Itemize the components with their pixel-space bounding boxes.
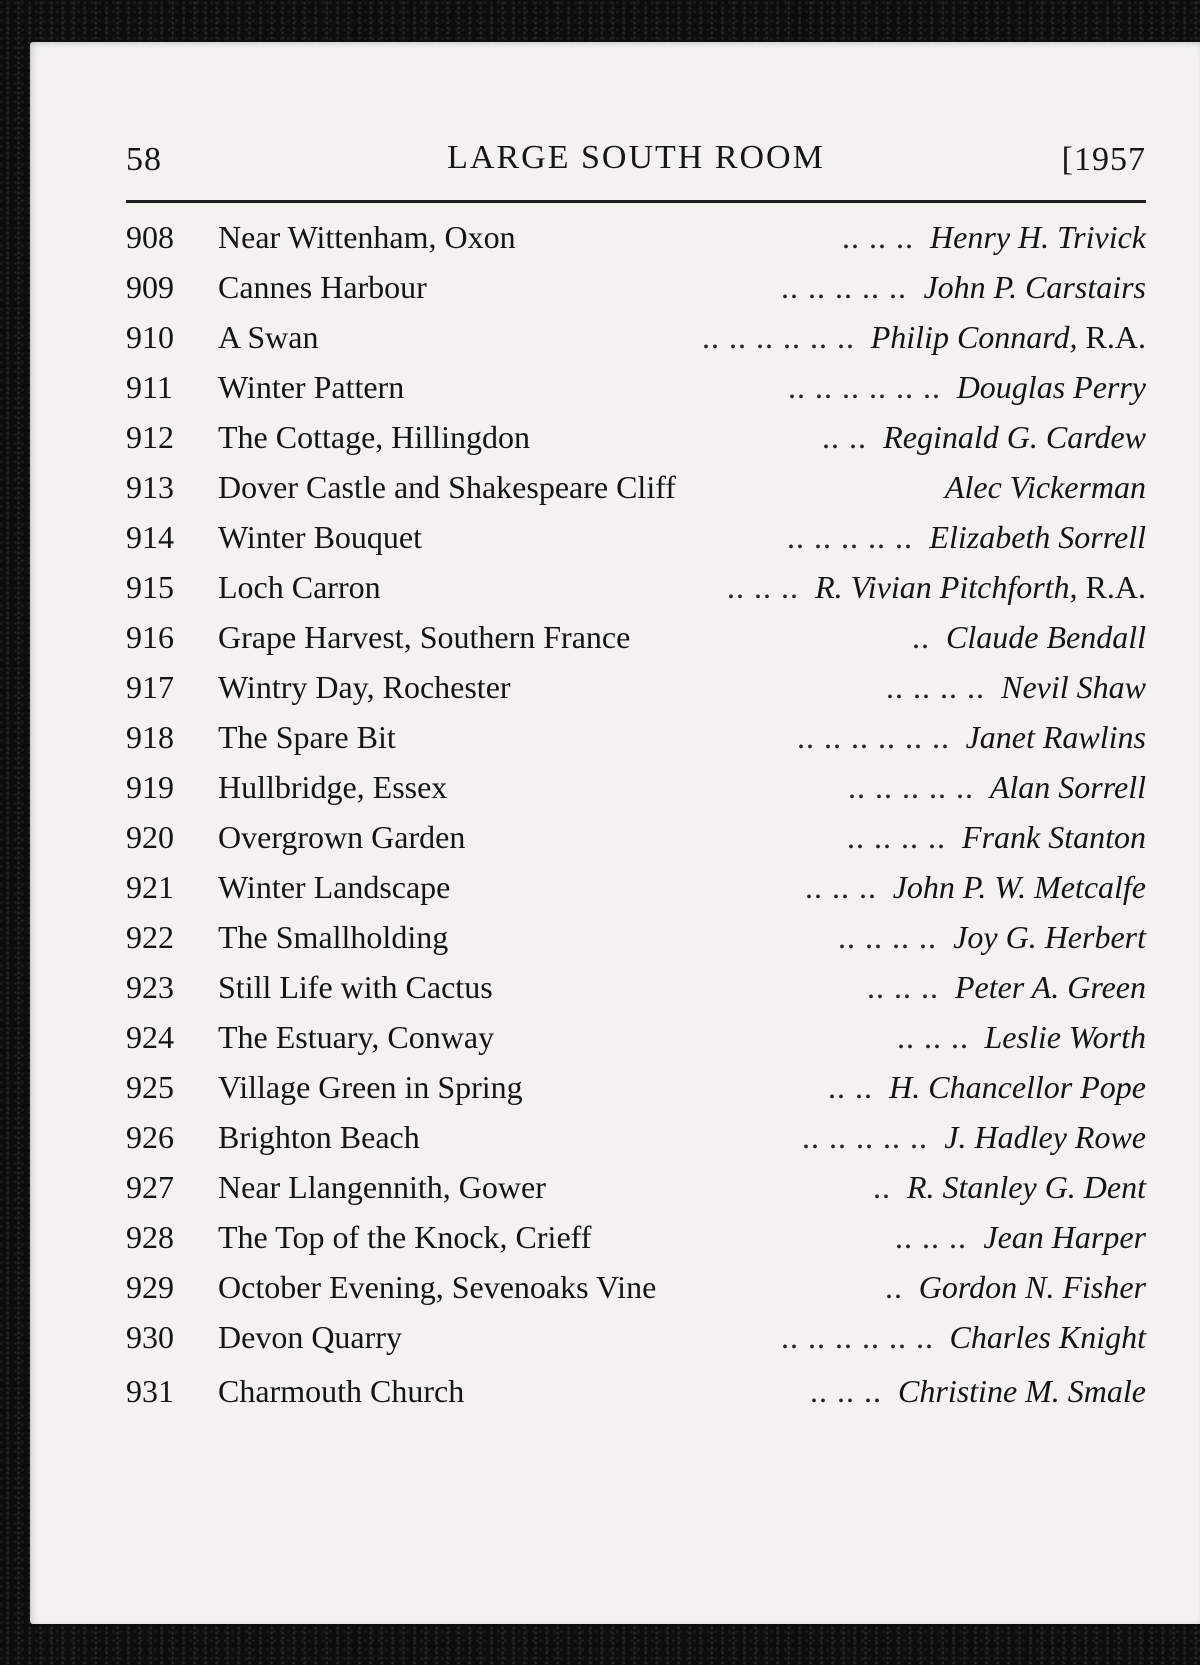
entry-title: Loch Carron xyxy=(218,569,381,605)
dot-leader: .. .. .. .. .. xyxy=(781,269,907,305)
entry-title: The Estuary, Conway xyxy=(218,1019,495,1055)
catalogue-entry xyxy=(126,512,1146,562)
artist-name: Philip Connard, xyxy=(870,319,1078,355)
artist-name: Elizabeth Sorrell xyxy=(929,519,1146,555)
entry-title: Dover Castle and Shakespeare Cliff xyxy=(218,469,676,505)
entry-artist xyxy=(865,312,1146,362)
entry-number: 927 xyxy=(126,1169,174,1205)
entry-number: 917 xyxy=(126,669,174,705)
entry-title: Still Life with Cactus xyxy=(218,969,493,1005)
entry-artist xyxy=(913,1262,1146,1312)
entry-artist xyxy=(892,1366,1146,1416)
catalogue-entry xyxy=(126,1112,1146,1162)
catalogue-entry xyxy=(126,962,1146,1012)
catalogue-entry xyxy=(126,1162,1146,1212)
dot-leader: .. .. .. .. xyxy=(886,669,985,705)
dot-leader: .. .. .. .. .. .. xyxy=(788,369,941,405)
entry-number: 920 xyxy=(126,819,174,855)
catalogue-entry xyxy=(126,1212,1146,1262)
entry-title: Hullbridge, Essex xyxy=(218,769,448,805)
entry-number: 914 xyxy=(126,519,174,555)
entry-number: 918 xyxy=(126,719,174,755)
artist-name: Janet Rawlins xyxy=(965,719,1146,755)
entry-title: Wintry Day, Rochester xyxy=(218,669,511,705)
artist-honour: R.A. xyxy=(1077,569,1146,605)
dot-leader: .. .. .. xyxy=(895,1219,967,1255)
catalogue-entry xyxy=(126,712,1146,762)
entry-title: Winter Landscape xyxy=(218,869,451,905)
entry-artist xyxy=(947,912,1146,962)
entry-number: 925 xyxy=(126,1069,174,1105)
entry-title: The Top of the Knock, Crieff xyxy=(218,1219,592,1255)
catalogue-entry xyxy=(126,262,1146,312)
dot-leader: .. .. .. xyxy=(842,219,914,255)
entry-title: October Evening, Sevenoaks Vine xyxy=(218,1269,657,1305)
entry-number: 916 xyxy=(126,619,174,655)
artist-name: Joy G. Herbert xyxy=(953,919,1146,955)
catalogue-entry xyxy=(126,1012,1146,1062)
artist-name: Alan Sorrell xyxy=(989,769,1146,805)
artist-name: Peter A. Green xyxy=(954,969,1146,1005)
artist-name: R. Stanley G. Dent xyxy=(906,1169,1146,1205)
catalogue-entry xyxy=(126,562,1146,612)
entry-number: 922 xyxy=(126,919,174,955)
entry-number: 924 xyxy=(126,1019,174,1055)
entry-number: 931 xyxy=(126,1373,174,1409)
entry-artist xyxy=(877,412,1146,462)
artist-honour: R.A. xyxy=(1077,319,1146,355)
entry-title: Village Green in Spring xyxy=(218,1069,523,1105)
entry-title: The Cottage, Hillingdon xyxy=(218,419,530,455)
entry-artist xyxy=(995,662,1146,712)
dot-leader: .. .. .. xyxy=(727,569,799,605)
artist-name: Christine M. Smale xyxy=(898,1373,1146,1409)
entry-number: 909 xyxy=(126,269,174,305)
artist-name: Jean Harper xyxy=(983,1219,1146,1255)
catalogue-entry xyxy=(126,1312,1146,1362)
catalogue-entry xyxy=(126,462,1146,512)
artist-name: Nevil Shaw xyxy=(1001,669,1146,705)
header-rule xyxy=(126,200,1146,203)
artist-name: John P. W. Metcalfe xyxy=(892,869,1146,905)
dot-leader: .. .. xyxy=(828,1069,873,1105)
entry-number: 908 xyxy=(126,219,174,255)
entry-title: Overgrown Garden xyxy=(218,819,466,855)
entry-number: 915 xyxy=(126,569,174,605)
entry-artist xyxy=(940,612,1146,662)
entry-title: Grape Harvest, Southern France xyxy=(218,619,631,655)
dot-leader: .. .. .. .. .. .. xyxy=(702,319,855,355)
artist-name: Alec Vickerman xyxy=(944,469,1146,505)
catalogue-entries xyxy=(126,212,1146,1416)
entry-artist xyxy=(901,1162,1146,1212)
artist-name: Henry H. Trivick xyxy=(930,219,1146,255)
entry-artist xyxy=(944,1312,1146,1362)
entry-title: Brighton Beach xyxy=(218,1119,420,1155)
dot-leader: .. .. .. .. .. xyxy=(848,769,974,805)
entry-title: A Swan xyxy=(218,319,319,355)
entry-artist xyxy=(949,962,1146,1012)
dot-leader: .. .. .. .. xyxy=(847,819,946,855)
catalogue-entry xyxy=(126,762,1146,812)
catalogue-entry xyxy=(126,312,1146,362)
catalogue-year: [1957 xyxy=(1061,141,1146,178)
entry-artist xyxy=(960,712,1146,762)
artist-name: H. Chancellor Pope xyxy=(889,1069,1146,1105)
dot-leader: .. .. .. xyxy=(810,1373,882,1409)
dot-leader: .. xyxy=(912,619,930,655)
entry-number: 919 xyxy=(126,769,174,805)
entry-title: The Spare Bit xyxy=(218,719,396,755)
catalogue-entry xyxy=(126,1262,1146,1312)
entry-artist xyxy=(939,462,1146,512)
entry-artist xyxy=(917,262,1146,312)
entry-number: 912 xyxy=(126,419,174,455)
entry-artist xyxy=(938,1112,1146,1162)
artist-name: Gordon N. Fisher xyxy=(918,1269,1146,1305)
entry-number: 913 xyxy=(126,469,174,505)
dot-leader: .. xyxy=(885,1269,903,1305)
entry-number: 910 xyxy=(126,319,174,355)
entry-number: 911 xyxy=(126,369,173,405)
page-header xyxy=(126,125,1146,203)
entry-number: 923 xyxy=(126,969,174,1005)
entry-artist xyxy=(984,762,1146,812)
entry-title: Near Wittenham, Oxon xyxy=(218,219,516,255)
entry-title: The Smallholding xyxy=(218,919,449,955)
entry-title: Cannes Harbour xyxy=(218,269,427,305)
dot-leader: .. .. .. .. .. xyxy=(802,1119,928,1155)
dot-leader: .. .. .. .. .. .. xyxy=(797,719,950,755)
entry-title: Winter Bouquet xyxy=(218,519,422,555)
entry-number: 926 xyxy=(126,1119,174,1155)
catalogue-entry xyxy=(126,862,1146,912)
dot-leader: .. .. .. xyxy=(897,1019,969,1055)
entry-number: 921 xyxy=(126,869,174,905)
entry-artist xyxy=(809,562,1146,612)
catalogue-entry xyxy=(126,412,1146,462)
dot-leader: .. .. .. xyxy=(867,969,939,1005)
catalogue-entry xyxy=(126,612,1146,662)
dot-leader: .. xyxy=(873,1169,891,1205)
entry-artist xyxy=(977,1212,1146,1262)
entry-artist xyxy=(956,812,1146,862)
artist-name: Charles Knight xyxy=(949,1319,1146,1355)
artist-name: Claude Bendall xyxy=(946,619,1146,655)
dot-leader: .. .. .. xyxy=(805,869,877,905)
section-title: LARGE SOUTH ROOM xyxy=(447,139,825,176)
entry-artist xyxy=(951,362,1146,412)
entry-artist xyxy=(887,862,1146,912)
entry-artist xyxy=(979,1012,1147,1062)
entry-title: Near Llangennith, Gower xyxy=(218,1169,546,1205)
entry-title: Devon Quarry xyxy=(218,1319,402,1355)
catalogue-entry xyxy=(126,812,1146,862)
artist-name: Douglas Perry xyxy=(956,369,1146,405)
dot-leader: .. .. .. .. xyxy=(838,919,937,955)
entry-artist xyxy=(883,1062,1146,1112)
dot-leader: .. .. .. .. .. xyxy=(787,519,913,555)
entry-number: 930 xyxy=(126,1319,174,1355)
catalogue-entry xyxy=(126,912,1146,962)
entry-artist xyxy=(924,212,1146,262)
entry-number: 928 xyxy=(126,1219,174,1255)
page-number: 58 xyxy=(126,141,162,178)
artist-name: John P. Carstairs xyxy=(923,269,1146,305)
dot-leader: .. .. .. .. .. .. xyxy=(781,1319,934,1355)
catalogue-entry xyxy=(126,1366,1146,1416)
dot-leader: .. .. xyxy=(822,419,867,455)
catalogue-entry xyxy=(126,662,1146,712)
artist-name: J. Hadley Rowe xyxy=(944,1119,1146,1155)
entry-title: Charmouth Church xyxy=(218,1373,465,1409)
catalogue-entry xyxy=(126,212,1146,262)
artist-name: R. Vivian Pitchforth, xyxy=(815,569,1078,605)
entry-title: Winter Pattern xyxy=(218,369,405,405)
entry-artist xyxy=(923,512,1146,562)
catalogue-entry xyxy=(126,362,1146,412)
artist-name: Reginald G. Cardew xyxy=(883,419,1146,455)
entry-number: 929 xyxy=(126,1269,174,1305)
catalogue-entry xyxy=(126,1062,1146,1112)
artist-name: Leslie Worth xyxy=(984,1019,1146,1055)
artist-name: Frank Stanton xyxy=(962,819,1146,855)
